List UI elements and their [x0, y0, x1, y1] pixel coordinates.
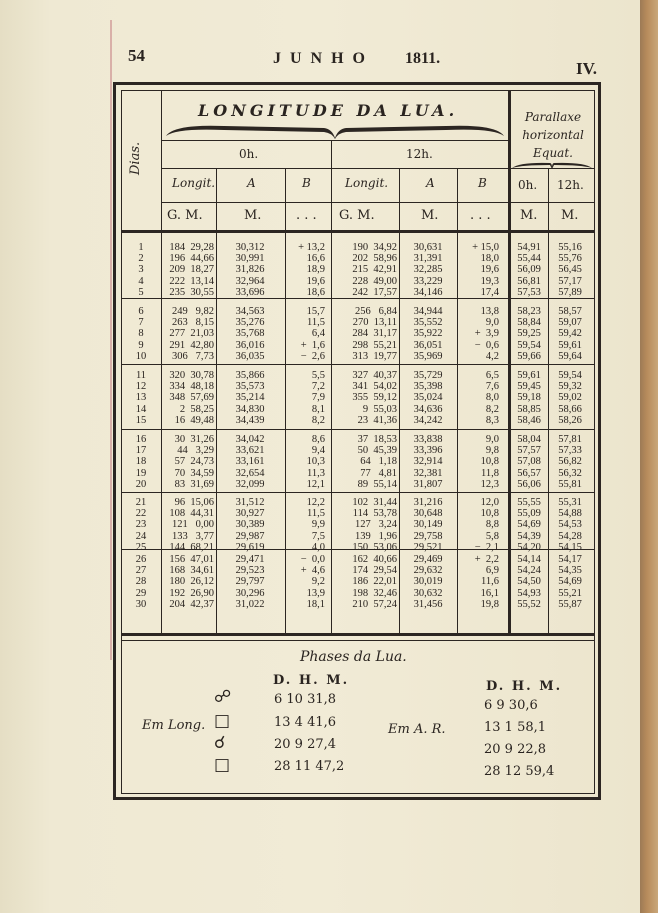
- unit-label: M.: [561, 208, 579, 223]
- phase-long-value: 13 4 41,6: [274, 715, 337, 730]
- parallax-title-line: Equat.: [533, 146, 573, 160]
- unit-label: M.: [520, 208, 538, 223]
- a-0-cell: 34,042 33,621 33,161 32,654 32,099: [235, 434, 265, 490]
- b-0-cell: + 13,2 16,6 18,9 19,6 18,6: [298, 242, 325, 298]
- day-cell: 11 12 13 14 15: [135, 370, 147, 426]
- longitude-title: LONGITUDE DA LUA.: [198, 101, 459, 120]
- b-12-cell: 12,0 10,8 8,8 5,8 − 2,1: [474, 497, 499, 553]
- b-0-cell: 8,6 9,4 10,3 11,3 12,1: [306, 434, 325, 490]
- col-a-0: A: [247, 176, 256, 190]
- hour-0-label: 0h.: [239, 147, 259, 161]
- longitude-0-cell: 184 29,28 196 44,66 209 18,27 222 13,14 235 30,55: [169, 242, 214, 298]
- a-12-cell: 31,216 30,648 30,149 29,758 29,521: [413, 497, 443, 553]
- day-cell: 16 17 18 19 20: [135, 434, 147, 490]
- month-heading: JUNHO: [273, 50, 374, 67]
- phases-long-label: Em Long.: [142, 718, 206, 733]
- a-12-cell: 35,729 35,398 35,024 34,636 34,242: [413, 370, 443, 426]
- brace-ornament: [164, 118, 506, 140]
- unit-label: G. M.: [167, 208, 203, 223]
- phase-ar-value: 13 1 58,1: [484, 720, 547, 735]
- parallax-12-cell: 55,31 54,88 54,53 54,28 54,15: [558, 497, 582, 553]
- parallax-0-cell: 55,55 55,09 54,69 54,39 54,20: [517, 497, 541, 553]
- col-a-12: A: [426, 176, 435, 190]
- a-12-cell: 30,631 31,391 32,285 33,229 34,146: [413, 242, 443, 298]
- conjunction-icon: ☌: [214, 733, 226, 753]
- longitude-12-cell: 256 6,84 270 13,11 284 31,17 298 55,21 313 19,77: [352, 306, 397, 362]
- phases-title: Phases da Lua.: [300, 649, 407, 665]
- b-0-cell: 12,2 11,5 9,9 7,5 4,0: [306, 497, 325, 553]
- hour-12-label: 12h.: [406, 147, 433, 161]
- days-label: Dias.: [128, 141, 143, 175]
- b-12-cell: 9,0 9,8 10,8 11,8 12,3: [480, 434, 499, 490]
- rule: [121, 640, 595, 641]
- day-cell: 6 7 8 9 10: [135, 306, 147, 362]
- parallax-0-cell: 58,23 58,84 59,25 59,54 59,66: [517, 306, 541, 362]
- b-12-cell: 6,5 7,6 8,0 8,2 8,3: [485, 370, 499, 426]
- rule: [121, 364, 595, 365]
- rule: [121, 492, 595, 493]
- b-0-cell: 5,5 7,2 7,9 8,1 8,2: [311, 370, 325, 426]
- parallax-12-cell: 59,54 59,32 59,02 58,66 58,26: [558, 370, 582, 426]
- parallax-brace: [510, 160, 594, 170]
- unit-label: . . .: [470, 208, 491, 223]
- a-0-cell: 34,563 35,276 35,768 36,016 36,035: [235, 306, 265, 362]
- longitude-0-cell: 320 30,78 334 48,18 348 57,69 2 58,25 16 49,48: [169, 370, 214, 426]
- rule: [161, 140, 508, 141]
- longitude-12-cell: 37 18,53 50 45,39 64 1,18 77 4,81 89 55,14: [357, 434, 397, 490]
- day-cell: 21 22 23 24 25: [135, 497, 147, 553]
- parallax-0-cell: 59,61 59,45 59,18 58,85 58,46: [517, 370, 541, 426]
- year-heading: 1811.: [405, 50, 441, 67]
- b-12-cell: 13,8 9,0 + 3,9 − 0,6 4,2: [474, 306, 499, 362]
- rule: [121, 230, 595, 233]
- b-12-cell: + 2,2 6,9 11,6 16,1 19,8: [474, 554, 499, 610]
- parallax-0-cell: 58,04 57,57 57,08 56,57 56,06: [517, 434, 541, 490]
- parallax-0-cell: 54,91 55,44 56,09 56,81 57,53: [517, 242, 541, 298]
- col-px-12: 12h.: [557, 178, 584, 192]
- page-number: 54: [128, 46, 145, 65]
- phase-long-value: 20 9 27,4: [274, 737, 337, 752]
- unit-label: . . .: [296, 208, 317, 223]
- rule: [121, 429, 595, 430]
- opposition-icon: ☍: [214, 687, 232, 707]
- col-px-0: 0h.: [518, 178, 538, 192]
- unit-label: G. M.: [339, 208, 375, 223]
- phase-ar-value: 20 9 22,8: [484, 742, 547, 757]
- longitude-12-cell: 327 40,37 341 54,02 355 59,12 9 55,03 23 41,36: [352, 370, 397, 426]
- phase-long-value: 6 10 31,8: [274, 692, 337, 707]
- a-12-cell: 29,469 29,632 30,019 30,632 31,456: [413, 554, 443, 610]
- longitude-0-cell: 30 31,26 44 3,29 57 24,73 70 34,59 83 31,69: [174, 434, 214, 490]
- b-12-cell: + 15,0 18,0 19,6 19,3 17,4: [472, 242, 499, 298]
- phases-dhm-left: D. H. M.: [273, 673, 350, 688]
- day-cell: 26 27 28 29 30: [135, 554, 147, 610]
- phase-ar-value: 28 12 59,4: [484, 764, 555, 779]
- a-12-cell: 33,838 33,396 32,914 32,381 31,807: [413, 434, 443, 490]
- parallax-12-cell: 54,17 54,35 54,69 55,21 55,87: [558, 554, 582, 610]
- parallax-0-cell: 54,14 54,24 54,50 54,93 55,52: [517, 554, 541, 610]
- phase-long-value: 28 11 47,2: [274, 759, 345, 774]
- unit-label: M.: [244, 208, 262, 223]
- longitude-12-cell: 102 31,44 114 53,78 127 3,24 139 1,96 150 53,06: [352, 497, 397, 553]
- a-0-cell: 35,866 35,573 35,214 34,830 34,439: [235, 370, 265, 426]
- sheet-mark: IV.: [576, 59, 597, 78]
- phases-ar-label: Em A. R.: [388, 722, 446, 737]
- parallax-12-cell: 57,81 57,33 56,82 56,32 55,81: [558, 434, 582, 490]
- a-0-cell: 29,471 29,523 29,797 30,296 31,022: [235, 554, 265, 610]
- col-longit-0: Longit.: [172, 176, 216, 190]
- longitude-12-cell: 190 34,92 202 58,96 215 42,91 228 49,00 242 17,57: [352, 242, 397, 298]
- quarter-icon: □: [214, 755, 231, 775]
- page-margin-mark: [110, 20, 112, 660]
- parallax-title: [519, 108, 587, 162]
- parallax-title-line: horizontal: [522, 128, 584, 142]
- unit-label: M.: [421, 208, 439, 223]
- rule: [121, 633, 595, 636]
- phase-ar-value: 6 9 30,6: [484, 698, 538, 713]
- col-longit-12: Longit.: [345, 176, 389, 190]
- b-0-cell: 15,7 11,5 6,4 + 1,6 − 2,6: [300, 306, 325, 362]
- rule: [121, 298, 595, 299]
- parallax-12-cell: 55,16 55,76 56,45 57,17 57,89: [558, 242, 582, 298]
- a-0-cell: 31,512 30,927 30,389 29,987 29,619: [235, 497, 265, 553]
- col-b-12: B: [478, 176, 487, 190]
- longitude-0-cell: 156 47,01 168 34,61 180 26,12 192 26,90 204 42,37: [169, 554, 214, 610]
- a-0-cell: 30,312 30,991 31,826 32,964 33,696: [235, 242, 265, 298]
- longitude-12-cell: 162 40,66 174 29,54 186 22,01 198 32,46 210 57,24: [352, 554, 397, 610]
- day-cell: 1 2 3 4 5: [138, 242, 144, 298]
- longitude-0-cell: 96 15,06 108 44,31 121 0,00 133 3,77 144 68,21: [169, 497, 214, 553]
- col-b-0: B: [302, 176, 311, 190]
- rule: [161, 202, 595, 203]
- a-12-cell: 34,944 35,552 35,922 36,051 35,969: [413, 306, 443, 362]
- phases-dhm-right: D. H. M.: [486, 679, 563, 694]
- quarter-icon: □: [214, 711, 231, 731]
- page-edge: [640, 0, 658, 913]
- parallax-title-line: Parallaxe: [524, 110, 582, 124]
- longitude-0-cell: 249 9,82 263 8,15 277 21,03 291 42,80 306 7,73: [169, 306, 214, 362]
- b-0-cell: − 0,0 + 4,6 9,2 13,9 18,1: [300, 554, 325, 610]
- parallax-12-cell: 58,57 59,07 59,42 59,61 59,64: [558, 306, 582, 362]
